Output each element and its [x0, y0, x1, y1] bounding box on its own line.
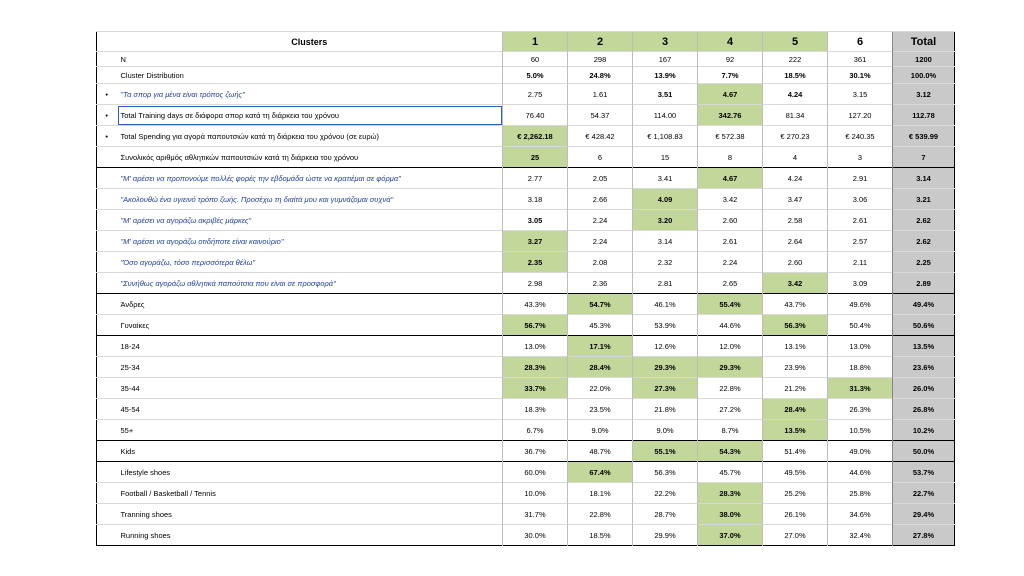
cell-cluster-2[interactable]: 2.24: [568, 231, 633, 252]
table-row: [97, 147, 955, 168]
table-row: [97, 210, 955, 231]
cell-cluster-6[interactable]: 361: [828, 52, 893, 67]
cell-cluster-3[interactable]: 46.1%: [633, 294, 698, 315]
header-row: [97, 32, 955, 52]
cell-cluster-6[interactable]: 2.11: [828, 252, 893, 273]
header-cluster-6[interactable]: 6: [828, 32, 893, 52]
cell-cluster-1[interactable]: 33.7%: [503, 378, 568, 399]
cell-cluster-5[interactable]: 13.1%: [763, 336, 828, 357]
cell-cluster-1[interactable]: 2.98: [503, 273, 568, 294]
cell-cluster-5[interactable]: 4.24: [763, 168, 828, 189]
table-row: [97, 67, 955, 84]
row-bullet: [97, 357, 117, 378]
cell-cluster-3[interactable]: 3.14: [633, 231, 698, 252]
cell-cluster-2[interactable]: 1.61: [568, 84, 633, 105]
cell-cluster-1[interactable]: 18.3%: [503, 399, 568, 420]
row-label[interactable]: Running shoes: [117, 525, 503, 546]
cell-cluster-1[interactable]: 36.7%: [503, 441, 568, 462]
row-label[interactable]: N: [117, 52, 503, 67]
cell-cluster-5[interactable]: 25.2%: [763, 483, 828, 504]
cell-cluster-1[interactable]: 76.40: [503, 105, 568, 126]
cell-cluster-5[interactable]: 43.7%: [763, 294, 828, 315]
row-label[interactable]: 25-34: [117, 357, 503, 378]
cell-cluster-3[interactable]: 167: [633, 52, 698, 67]
cell-cluster-5[interactable]: 4.24: [763, 84, 828, 105]
cell-cluster-1[interactable]: 10.0%: [503, 483, 568, 504]
header-cluster-1[interactable]: 1: [503, 32, 568, 52]
cell-cluster-1[interactable]: € 2,262.18: [503, 126, 568, 147]
cell-cluster-5[interactable]: € 270.23: [763, 126, 828, 147]
cell-total[interactable]: 29.4%: [893, 504, 955, 525]
cell-cluster-1[interactable]: 2.35: [503, 252, 568, 273]
cell-cluster-6[interactable]: 49.6%: [828, 294, 893, 315]
cell-total[interactable]: 50.0%: [893, 441, 955, 462]
table-row: [97, 273, 955, 294]
cell-total[interactable]: 3.14: [893, 168, 955, 189]
row-bullet: [97, 189, 117, 210]
cell-cluster-4[interactable]: 2.60: [698, 210, 763, 231]
cell-cluster-5[interactable]: 4: [763, 147, 828, 168]
cell-cluster-3[interactable]: 29.3%: [633, 357, 698, 378]
header-label: Clusters: [117, 32, 503, 52]
row-label[interactable]: "Ακολουθώ ένα υγιεινό τρόπο ζωής. Προσέχω τη διαίτά μου και γυμνάζομαι συχνά": [117, 189, 503, 210]
table-row: [97, 105, 955, 126]
cell-total[interactable]: 53.7%: [893, 462, 955, 483]
row-label[interactable]: Kids: [117, 441, 503, 462]
cell-cluster-5[interactable]: 51.4%: [763, 441, 828, 462]
cell-cluster-2[interactable]: 24.8%: [568, 67, 633, 84]
table-row: [97, 231, 955, 252]
cell-cluster-2[interactable]: 2.24: [568, 210, 633, 231]
cell-cluster-4[interactable]: 92: [698, 52, 763, 67]
cell-cluster-1[interactable]: 25: [503, 147, 568, 168]
cell-cluster-2[interactable]: € 428.42: [568, 126, 633, 147]
cell-cluster-4[interactable]: 27.2%: [698, 399, 763, 420]
cell-cluster-5[interactable]: 13.5%: [763, 420, 828, 441]
cell-cluster-5[interactable]: 56.3%: [763, 315, 828, 336]
row-label[interactable]: Total Training days σε διάφορα σπορ κατά τη διάρκεια του χρόνου: [117, 105, 503, 126]
cell-cluster-1[interactable]: 56.7%: [503, 315, 568, 336]
cell-cluster-6[interactable]: 34.6%: [828, 504, 893, 525]
cell-cluster-2[interactable]: 22.0%: [568, 378, 633, 399]
cell-cluster-4[interactable]: 44.6%: [698, 315, 763, 336]
cell-cluster-4[interactable]: 4.67: [698, 84, 763, 105]
header-corner: [97, 32, 117, 52]
cell-cluster-5[interactable]: 3.47: [763, 189, 828, 210]
row-bullet: [97, 67, 117, 84]
cell-total[interactable]: 3.21: [893, 189, 955, 210]
row-label[interactable]: Γυναίκες: [117, 315, 503, 336]
header-cluster-3[interactable]: 3: [633, 32, 698, 52]
cell-cluster-6[interactable]: 30.1%: [828, 67, 893, 84]
table-row: [97, 441, 955, 462]
header-cluster-2[interactable]: 2: [568, 32, 633, 52]
cell-cluster-3[interactable]: 56.3%: [633, 462, 698, 483]
cell-cluster-1[interactable]: 60: [503, 52, 568, 67]
cell-cluster-2[interactable]: 67.4%: [568, 462, 633, 483]
row-label[interactable]: Tranning shoes: [117, 504, 503, 525]
cell-cluster-6[interactable]: 25.8%: [828, 483, 893, 504]
row-bullet: [97, 168, 117, 189]
cell-total[interactable]: 23.6%: [893, 357, 955, 378]
cell-cluster-6[interactable]: 10.5%: [828, 420, 893, 441]
cell-cluster-6[interactable]: 3.09: [828, 273, 893, 294]
cell-cluster-3[interactable]: 12.6%: [633, 336, 698, 357]
cell-cluster-3[interactable]: 3.41: [633, 168, 698, 189]
row-label[interactable]: "Μ' αρέσει να προπονούμε πολλές φορές την εβδομάδα ώστε να κρατιέμαι σε φόρμα": [117, 168, 503, 189]
cell-cluster-1[interactable]: 2.75: [503, 84, 568, 105]
row-label[interactable]: Άνδρες: [117, 294, 503, 315]
cell-cluster-6[interactable]: 3.15: [828, 84, 893, 105]
table-row: [97, 52, 955, 67]
cell-cluster-2[interactable]: 2.66: [568, 189, 633, 210]
cell-total[interactable]: 13.5%: [893, 336, 955, 357]
cell-cluster-1[interactable]: 43.3%: [503, 294, 568, 315]
cell-cluster-3[interactable]: 9.0%: [633, 420, 698, 441]
cell-cluster-5[interactable]: 49.5%: [763, 462, 828, 483]
cell-cluster-6[interactable]: 2.57: [828, 231, 893, 252]
cell-cluster-2[interactable]: 17.1%: [568, 336, 633, 357]
cell-cluster-3[interactable]: 15: [633, 147, 698, 168]
row-label[interactable]: "Μ' αρέσει να αγοράζω οτιδήποτε είναι καινούριο": [117, 231, 503, 252]
table-row: [97, 357, 955, 378]
cell-cluster-2[interactable]: 48.7%: [568, 441, 633, 462]
cell-cluster-2[interactable]: 9.0%: [568, 420, 633, 441]
cell-cluster-4[interactable]: 38.0%: [698, 504, 763, 525]
cell-total[interactable]: 2.25: [893, 252, 955, 273]
cell-total[interactable]: 1200: [893, 52, 955, 67]
cell-cluster-4[interactable]: 28.3%: [698, 483, 763, 504]
cell-cluster-1[interactable]: 31.7%: [503, 504, 568, 525]
table-row: [97, 504, 955, 525]
cell-cluster-1[interactable]: 3.05: [503, 210, 568, 231]
row-label[interactable]: 18-24: [117, 336, 503, 357]
cell-cluster-3[interactable]: 4.09: [633, 189, 698, 210]
cell-cluster-2[interactable]: 22.8%: [568, 504, 633, 525]
cell-cluster-5[interactable]: 27.0%: [763, 525, 828, 546]
cell-cluster-3[interactable]: 2.81: [633, 273, 698, 294]
cell-cluster-2[interactable]: 298: [568, 52, 633, 67]
cell-total[interactable]: 7: [893, 147, 955, 168]
row-bullet: [97, 420, 117, 441]
cell-cluster-2[interactable]: 2.36: [568, 273, 633, 294]
cell-cluster-5[interactable]: 18.5%: [763, 67, 828, 84]
row-bullet: [97, 378, 117, 399]
cell-cluster-3[interactable]: 22.2%: [633, 483, 698, 504]
cell-cluster-1[interactable]: 28.3%: [503, 357, 568, 378]
cell-cluster-2[interactable]: 45.3%: [568, 315, 633, 336]
cell-total[interactable]: 27.8%: [893, 525, 955, 546]
table-row: [97, 420, 955, 441]
cell-cluster-3[interactable]: 3.20: [633, 210, 698, 231]
row-bullet: •: [97, 84, 117, 105]
cell-cluster-1[interactable]: 13.0%: [503, 336, 568, 357]
cell-cluster-4[interactable]: 22.8%: [698, 378, 763, 399]
cell-cluster-2[interactable]: 18.5%: [568, 525, 633, 546]
cell-cluster-6[interactable]: 127.20: [828, 105, 893, 126]
cell-cluster-4[interactable]: 8: [698, 147, 763, 168]
cell-cluster-1[interactable]: 30.0%: [503, 525, 568, 546]
cell-cluster-4[interactable]: 2.61: [698, 231, 763, 252]
row-label[interactable]: Lifestyle shoes: [117, 462, 503, 483]
cell-total[interactable]: 26.8%: [893, 399, 955, 420]
cell-cluster-4[interactable]: 3.42: [698, 189, 763, 210]
cell-cluster-5[interactable]: 28.4%: [763, 399, 828, 420]
header-cluster-4[interactable]: 4: [698, 32, 763, 52]
cell-cluster-3[interactable]: 53.9%: [633, 315, 698, 336]
cell-cluster-5[interactable]: 3.42: [763, 273, 828, 294]
cell-cluster-2[interactable]: 18.1%: [568, 483, 633, 504]
row-bullet: •: [97, 105, 117, 126]
cell-cluster-6[interactable]: 2.61: [828, 210, 893, 231]
header-total[interactable]: Total: [893, 32, 955, 52]
row-label[interactable]: Football / Basketball / Tennis: [117, 483, 503, 504]
row-bullet: [97, 315, 117, 336]
row-bullet: [97, 252, 117, 273]
row-bullet: [97, 52, 117, 67]
cell-cluster-6[interactable]: 26.3%: [828, 399, 893, 420]
cell-cluster-4[interactable]: 54.3%: [698, 441, 763, 462]
table-row: [97, 315, 955, 336]
row-label[interactable]: 45-54: [117, 399, 503, 420]
table-row: [97, 399, 955, 420]
row-bullet: [97, 399, 117, 420]
table-row: [97, 84, 955, 105]
cell-cluster-4[interactable]: 4.67: [698, 168, 763, 189]
cell-total[interactable]: 10.2%: [893, 420, 955, 441]
cell-total[interactable]: 26.0%: [893, 378, 955, 399]
cell-cluster-6[interactable]: 18.8%: [828, 357, 893, 378]
table-row: [97, 336, 955, 357]
row-bullet: [97, 210, 117, 231]
row-bullet: •: [97, 126, 117, 147]
row-bullet: [97, 525, 117, 546]
cell-cluster-1[interactable]: 60.0%: [503, 462, 568, 483]
cell-cluster-5[interactable]: 222: [763, 52, 828, 67]
header-cluster-5[interactable]: 5: [763, 32, 828, 52]
cell-cluster-2[interactable]: 28.4%: [568, 357, 633, 378]
cell-cluster-4[interactable]: 2.65: [698, 273, 763, 294]
cell-cluster-5[interactable]: 2.64: [763, 231, 828, 252]
cell-cluster-4[interactable]: 2.24: [698, 252, 763, 273]
cell-cluster-5[interactable]: 26.1%: [763, 504, 828, 525]
cell-cluster-6[interactable]: 49.0%: [828, 441, 893, 462]
row-label[interactable]: 55+: [117, 420, 503, 441]
cell-cluster-6[interactable]: 2.91: [828, 168, 893, 189]
row-bullet: [97, 147, 117, 168]
cell-cluster-5[interactable]: 81.34: [763, 105, 828, 126]
table-row: [97, 378, 955, 399]
table-row: [97, 294, 955, 315]
cell-cluster-3[interactable]: 13.9%: [633, 67, 698, 84]
cell-cluster-6[interactable]: 31.3%: [828, 378, 893, 399]
cell-cluster-3[interactable]: 55.1%: [633, 441, 698, 462]
cell-cluster-5[interactable]: 23.9%: [763, 357, 828, 378]
cell-cluster-5[interactable]: 2.60: [763, 252, 828, 273]
cell-cluster-1[interactable]: 6.7%: [503, 420, 568, 441]
cell-cluster-5[interactable]: 2.58: [763, 210, 828, 231]
row-label[interactable]: 35-44: [117, 378, 503, 399]
row-label[interactable]: Συνολικός αριθμός αθλητικών παπουτσιών κατά τη διάρκεια του χρόνου: [117, 147, 503, 168]
cell-cluster-4[interactable]: 45.7%: [698, 462, 763, 483]
cell-cluster-3[interactable]: 2.32: [633, 252, 698, 273]
row-bullet: [97, 294, 117, 315]
row-label[interactable]: Cluster Distribution: [117, 67, 503, 84]
cell-cluster-6[interactable]: 50.4%: [828, 315, 893, 336]
row-bullet: [97, 336, 117, 357]
cell-cluster-4[interactable]: 342.76: [698, 105, 763, 126]
cell-cluster-6[interactable]: 3.06: [828, 189, 893, 210]
table-row: [97, 483, 955, 504]
cell-cluster-5[interactable]: 21.2%: [763, 378, 828, 399]
cell-total[interactable]: 22.7%: [893, 483, 955, 504]
cell-cluster-4[interactable]: € 572.38: [698, 126, 763, 147]
cell-total[interactable]: 112.78: [893, 105, 955, 126]
cell-cluster-3[interactable]: € 1,108.83: [633, 126, 698, 147]
cell-cluster-1[interactable]: 2.77: [503, 168, 568, 189]
cell-cluster-6[interactable]: 32.4%: [828, 525, 893, 546]
cell-cluster-6[interactable]: 3: [828, 147, 893, 168]
cell-cluster-3[interactable]: 21.8%: [633, 399, 698, 420]
cell-total[interactable]: 2.89: [893, 273, 955, 294]
cell-total[interactable]: € 539.99: [893, 126, 955, 147]
table-row: [97, 462, 955, 483]
cell-total[interactable]: 3.12: [893, 84, 955, 105]
cell-cluster-4[interactable]: 55.4%: [698, 294, 763, 315]
table-row: [97, 525, 955, 546]
cell-cluster-2[interactable]: 23.5%: [568, 399, 633, 420]
cell-total[interactable]: 49.4%: [893, 294, 955, 315]
cell-cluster-1[interactable]: 3.27: [503, 231, 568, 252]
cell-cluster-4[interactable]: 12.0%: [698, 336, 763, 357]
cell-total[interactable]: 50.6%: [893, 315, 955, 336]
row-label[interactable]: Total Spending για αγορά παπουτσιών κατά τη διάρκεια του χρόνου (σε ευρώ): [117, 126, 503, 147]
row-bullet: [97, 483, 117, 504]
cell-cluster-2[interactable]: 2.05: [568, 168, 633, 189]
cell-cluster-3[interactable]: 29.9%: [633, 525, 698, 546]
cell-cluster-6[interactable]: 44.6%: [828, 462, 893, 483]
cell-cluster-1[interactable]: 5.0%: [503, 67, 568, 84]
cell-cluster-6[interactable]: 13.0%: [828, 336, 893, 357]
cell-cluster-3[interactable]: 27.3%: [633, 378, 698, 399]
cell-total[interactable]: 100.0%: [893, 67, 955, 84]
row-label[interactable]: "Μ' αρέσει να αγοράζω ακριβές μάρκες": [117, 210, 503, 231]
cell-total[interactable]: 2.62: [893, 231, 955, 252]
cell-cluster-4[interactable]: 8.7%: [698, 420, 763, 441]
row-bullet: [97, 504, 117, 525]
row-bullet: [97, 462, 117, 483]
row-bullet: [97, 441, 117, 462]
cell-cluster-2[interactable]: 54.7%: [568, 294, 633, 315]
row-label[interactable]: "Όσο αγοράζω, τόσο περισσότερα θέλω": [117, 252, 503, 273]
table-row: [97, 168, 955, 189]
cell-total[interactable]: 2.62: [893, 210, 955, 231]
cell-cluster-3[interactable]: 28.7%: [633, 504, 698, 525]
cluster-table: [96, 31, 955, 546]
table-row: [97, 189, 955, 210]
cell-cluster-1[interactable]: 3.18: [503, 189, 568, 210]
row-label[interactable]: "Τα σπορ για μένα είναι τρόπος ζωής": [117, 84, 503, 105]
cell-cluster-2[interactable]: 6: [568, 147, 633, 168]
row-label[interactable]: "Συνήθως αγοράζω αθλητικά παπούτσια που είναι σε προσφορά": [117, 273, 503, 294]
cell-cluster-2[interactable]: 54.37: [568, 105, 633, 126]
row-bullet: [97, 273, 117, 294]
cell-cluster-6[interactable]: € 240.35: [828, 126, 893, 147]
row-bullet: [97, 231, 117, 252]
cell-cluster-4[interactable]: 29.3%: [698, 357, 763, 378]
cell-cluster-2[interactable]: 2.08: [568, 252, 633, 273]
cell-cluster-4[interactable]: 37.0%: [698, 525, 763, 546]
cell-cluster-4[interactable]: 7.7%: [698, 67, 763, 84]
table-row: [97, 126, 955, 147]
cell-cluster-3[interactable]: 114.00: [633, 105, 698, 126]
cell-cluster-3[interactable]: 3.51: [633, 84, 698, 105]
table-row: [97, 252, 955, 273]
